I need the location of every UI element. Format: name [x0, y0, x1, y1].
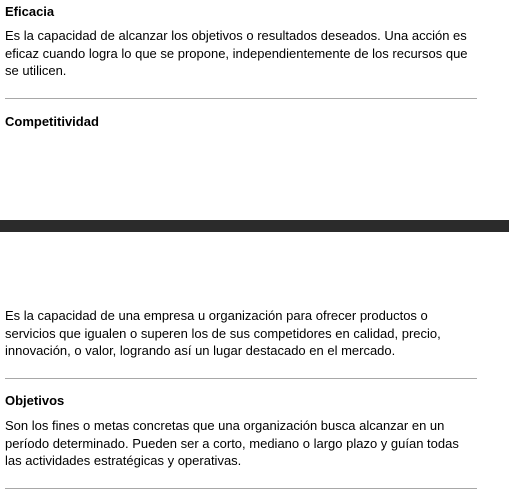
- section-body-objetivos: Son los fines o metas concretas que una organización busca alcanzar en un período determinado. Pueden ser a corto, mediano o largo plazo y guían todas las actividades estratégicas y operativas.: [5, 418, 459, 468]
- section-body-eficacia: Es la capacidad de alcanzar los objetivos o resultados deseados. Una acción es eficaz cuando logra lo que se propone, independientemente de los recursos que se utilicen.: [5, 28, 468, 78]
- page-break-bar: [0, 220, 509, 232]
- section-divider: [5, 98, 477, 99]
- section-divider: [5, 488, 477, 489]
- section-heading-objetivos: Objetivos: [5, 393, 65, 408]
- section-heading-eficacia: Eficacia: [5, 4, 55, 19]
- section-body-competitividad: Es la capacidad de una empresa u organización para ofrecer productos o servicios que igualen o superen los de sus competidores en calidad, precio, innovación, o valor, logrando así un lugar destacado en el mercado.: [5, 308, 441, 358]
- section-divider: [5, 378, 477, 379]
- section-heading-competitividad: Competitividad: [5, 114, 99, 129]
